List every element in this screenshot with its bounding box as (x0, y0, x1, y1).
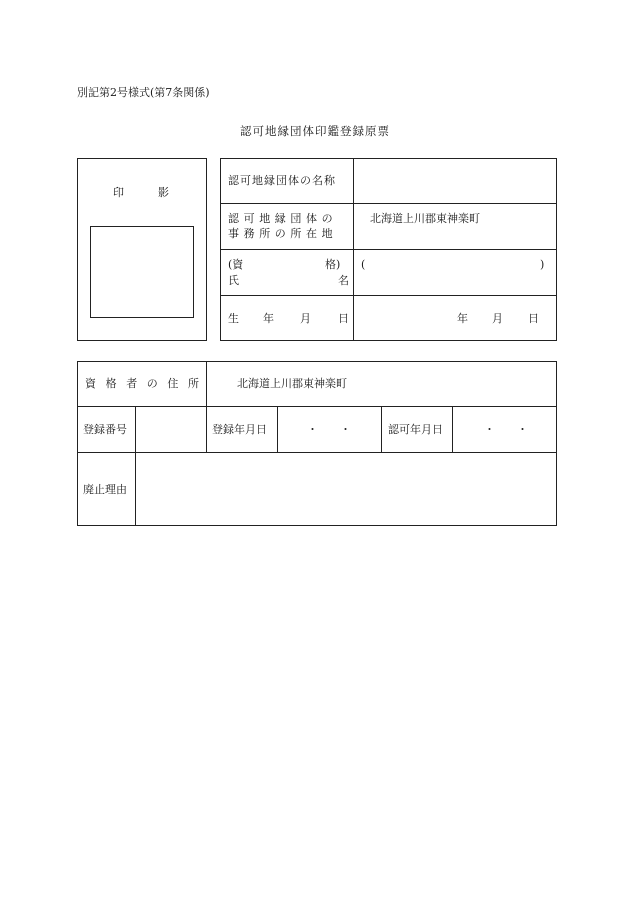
person-name-right: 名 (338, 274, 349, 287)
approval-date-label: 認可年月日 (388, 423, 443, 436)
abolition-reason-label: 廃止理由 (83, 483, 127, 496)
seal-panel (77, 158, 207, 341)
lower-table (77, 361, 557, 526)
office-label-line2: 事務所の所在地 (228, 227, 338, 240)
qualification-close: 格) (325, 258, 341, 271)
holder-address-char-2: 格 (105, 377, 117, 390)
registration-date-label: 登録年月日 (212, 423, 267, 436)
office-address-field[interactable]: 北海道上川郡東神楽町 (370, 212, 480, 225)
birth-label-3: 月 (300, 312, 311, 325)
birth-value-month[interactable]: 月 (492, 312, 503, 325)
office-label-line1: 認可地縁団体の (228, 212, 338, 225)
holder-address-char-1: 資 (85, 377, 96, 390)
holder-address-char-5: 住 (167, 377, 179, 390)
document-title: 認可地縁団体印鑑登録原票 (240, 124, 390, 138)
birth-label-2: 年 (263, 312, 274, 325)
birth-value-year[interactable]: 年 (457, 312, 468, 325)
person-name-left: 氏 (228, 274, 239, 287)
seal-label-left: 印 (113, 186, 124, 199)
seal-label-right: 影 (158, 186, 169, 199)
registration-date-field[interactable]: ・ ・ (307, 423, 351, 436)
registration-number-label: 登録番号 (83, 423, 127, 436)
birth-value-day[interactable]: 日 (528, 312, 539, 325)
birth-label-4: 日 (338, 312, 349, 325)
qualification-value-open[interactable]: ( (361, 258, 366, 271)
approval-date-field[interactable]: ・ ・ (484, 423, 528, 436)
group-name-label: 認可地縁団体の名称 (228, 174, 336, 187)
holder-address-label (85, 377, 199, 390)
qualification-open: (資 (228, 258, 244, 271)
info-table (220, 158, 557, 341)
holder-address-char-6: 所 (187, 377, 199, 390)
seal-stamp-area[interactable] (90, 226, 194, 318)
holder-address-field[interactable]: 北海道上川郡東神楽町 (237, 377, 347, 390)
holder-address-char-4: の (146, 377, 158, 390)
form-number: 別記第2号様式(第7条関係) (77, 86, 210, 99)
qualification-value-close[interactable]: ) (540, 258, 545, 271)
holder-address-char-3: 者 (126, 377, 138, 390)
birth-label-1: 生 (228, 312, 239, 325)
